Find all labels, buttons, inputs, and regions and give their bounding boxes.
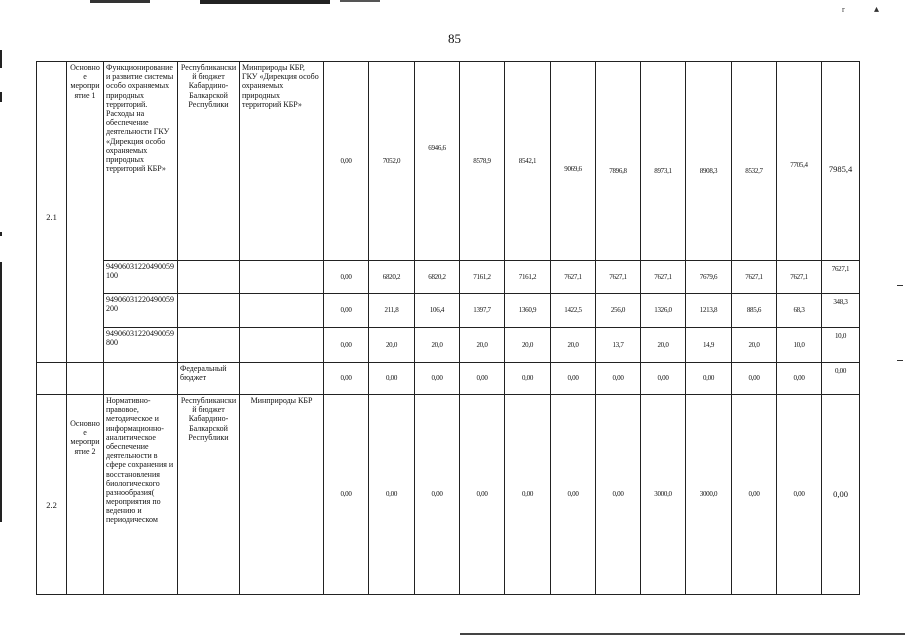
activity-name: Нормативно-правовое, методическое и информационно-аналитическое обеспечение деятельности в сфере сохранения и восстановления биологического разнообразия( мероприятия по ведению и периодическом bbox=[104, 395, 178, 595]
value-cell: 0,00 bbox=[505, 395, 551, 595]
page-number: 85 bbox=[448, 31, 461, 46]
empty-cell bbox=[240, 328, 324, 363]
value-cell: 7705,4 bbox=[777, 62, 822, 261]
value-cell: 13,7 bbox=[596, 328, 641, 363]
value-cell: 885,6 bbox=[732, 294, 777, 328]
value-cell: 7161,2 bbox=[505, 261, 551, 294]
value-cell: 1326,0 bbox=[641, 294, 686, 328]
value-cell: 10,0 bbox=[822, 328, 860, 363]
empty-cell bbox=[67, 363, 104, 395]
svg-text:▴: ▴ bbox=[874, 4, 880, 15]
activity-type: Основное мероприятие 2 bbox=[67, 395, 104, 595]
value-cell: 68,3 bbox=[777, 294, 822, 328]
value-cell: 0,00 bbox=[551, 363, 596, 395]
value-cell: 8578,9 bbox=[460, 62, 505, 261]
table-row bbox=[37, 294, 860, 328]
value-cell: 20,0 bbox=[505, 328, 551, 363]
empty-cell bbox=[240, 294, 324, 328]
value-cell: 8532,7 bbox=[732, 62, 777, 261]
value-cell: 0,00 bbox=[324, 328, 369, 363]
value-cell: 7896,8 bbox=[596, 62, 641, 261]
budget-code: 94906031220490059100 bbox=[104, 261, 178, 294]
value-cell: 7679,6 bbox=[686, 261, 732, 294]
value-cell: 8973,1 bbox=[641, 62, 686, 261]
table-row bbox=[37, 261, 860, 294]
value-cell: 0,00 bbox=[732, 395, 777, 595]
value-cell: 20,0 bbox=[460, 328, 505, 363]
value-cell: 1422,5 bbox=[551, 294, 596, 328]
empty-cell bbox=[240, 261, 324, 294]
value-cell: 0,00 bbox=[415, 363, 460, 395]
value-cell: 0,00 bbox=[324, 62, 369, 261]
value-cell: 0,00 bbox=[822, 363, 860, 395]
value-cell: 6946,6 bbox=[415, 62, 460, 261]
funding-source: Республиканский бюджет Кабардино-Балкарской Республики bbox=[178, 395, 240, 595]
value-cell: 20,0 bbox=[551, 328, 596, 363]
activity-name: Функционирование и развитие системы особо охраняемых природных территорий. Расходы на обеспечение деятельности ГКУ «Дирекция особо охраняемых природных территорий КБР» bbox=[104, 62, 178, 261]
value-cell: 7985,4 bbox=[822, 62, 860, 261]
value-cell: 106,4 bbox=[415, 294, 460, 328]
value-cell: 7627,1 bbox=[777, 261, 822, 294]
value-cell: 10,0 bbox=[777, 328, 822, 363]
budget-table bbox=[36, 61, 860, 595]
budget-code: 94906031220490059800 bbox=[104, 328, 178, 363]
value-cell: 0,00 bbox=[460, 363, 505, 395]
value-cell: 0,00 bbox=[596, 363, 641, 395]
value-cell: 8542,1 bbox=[505, 62, 551, 261]
empty-cell bbox=[178, 294, 240, 328]
value-cell: 6820,2 bbox=[369, 261, 415, 294]
value-cell: 0,00 bbox=[324, 395, 369, 595]
value-cell: 20,0 bbox=[369, 328, 415, 363]
table-row bbox=[37, 363, 860, 395]
value-cell: 6820,2 bbox=[415, 261, 460, 294]
value-cell: 0,00 bbox=[641, 363, 686, 395]
value-cell: 0,00 bbox=[505, 363, 551, 395]
table-row bbox=[37, 62, 860, 261]
table-row bbox=[37, 395, 860, 595]
value-cell: 0,00 bbox=[777, 363, 822, 395]
value-cell: 0,00 bbox=[777, 395, 822, 595]
value-cell: 211,8 bbox=[369, 294, 415, 328]
value-cell: 14,9 bbox=[686, 328, 732, 363]
value-cell: 1360,9 bbox=[505, 294, 551, 328]
value-cell: 9069,6 bbox=[551, 62, 596, 261]
table-row bbox=[37, 328, 860, 363]
executor: Минприроды КБР, ГКУ «Дирекция особо охраняемых природных территорий КБР» bbox=[240, 62, 324, 261]
value-cell: 0,00 bbox=[596, 395, 641, 595]
value-cell: 0,00 bbox=[369, 395, 415, 595]
row-number: 2.2 bbox=[37, 395, 67, 595]
value-cell: 7161,2 bbox=[460, 261, 505, 294]
empty-cell bbox=[104, 363, 178, 395]
value-cell: 20,0 bbox=[415, 328, 460, 363]
value-cell: 0,00 bbox=[324, 363, 369, 395]
empty-cell bbox=[37, 363, 67, 395]
value-cell: 0,00 bbox=[822, 395, 860, 595]
empty-cell bbox=[178, 261, 240, 294]
value-cell: 7627,1 bbox=[732, 261, 777, 294]
value-cell: 7627,1 bbox=[596, 261, 641, 294]
value-cell: 7627,1 bbox=[641, 261, 686, 294]
svg-text:r: r bbox=[842, 5, 845, 14]
value-cell: 0,00 bbox=[324, 261, 369, 294]
activity-type: Основное мероприятие 1 bbox=[67, 62, 104, 363]
executor: Минприроды КБР bbox=[240, 395, 324, 595]
value-cell: 0,00 bbox=[551, 395, 596, 595]
value-cell: 0,00 bbox=[460, 395, 505, 595]
value-cell: 256,0 bbox=[596, 294, 641, 328]
empty-cell bbox=[178, 328, 240, 363]
value-cell: 0,00 bbox=[686, 363, 732, 395]
value-cell: 1213,8 bbox=[686, 294, 732, 328]
empty-cell bbox=[240, 363, 324, 395]
value-cell: 7627,1 bbox=[822, 261, 860, 294]
value-cell: 0,00 bbox=[369, 363, 415, 395]
value-cell: 20,0 bbox=[641, 328, 686, 363]
value-cell: 7052,0 bbox=[369, 62, 415, 261]
value-cell: 8908,3 bbox=[686, 62, 732, 261]
value-cell: 0,00 bbox=[732, 363, 777, 395]
value-cell: 7627,1 bbox=[551, 261, 596, 294]
funding-source: Федеральный бюджет bbox=[178, 363, 240, 395]
value-cell: 348,3 bbox=[822, 294, 860, 328]
value-cell: 1397,7 bbox=[460, 294, 505, 328]
value-cell: 20,0 bbox=[732, 328, 777, 363]
value-cell: 0,00 bbox=[415, 395, 460, 595]
value-cell: 0,00 bbox=[324, 294, 369, 328]
budget-code: 94906031220490059200 bbox=[104, 294, 178, 328]
value-cell: 3000,0 bbox=[686, 395, 732, 595]
funding-source: Республиканский бюджет Кабардино-Балкарской Республики bbox=[178, 62, 240, 261]
value-cell: 3000,0 bbox=[641, 395, 686, 595]
row-number: 2.1 bbox=[37, 62, 67, 363]
